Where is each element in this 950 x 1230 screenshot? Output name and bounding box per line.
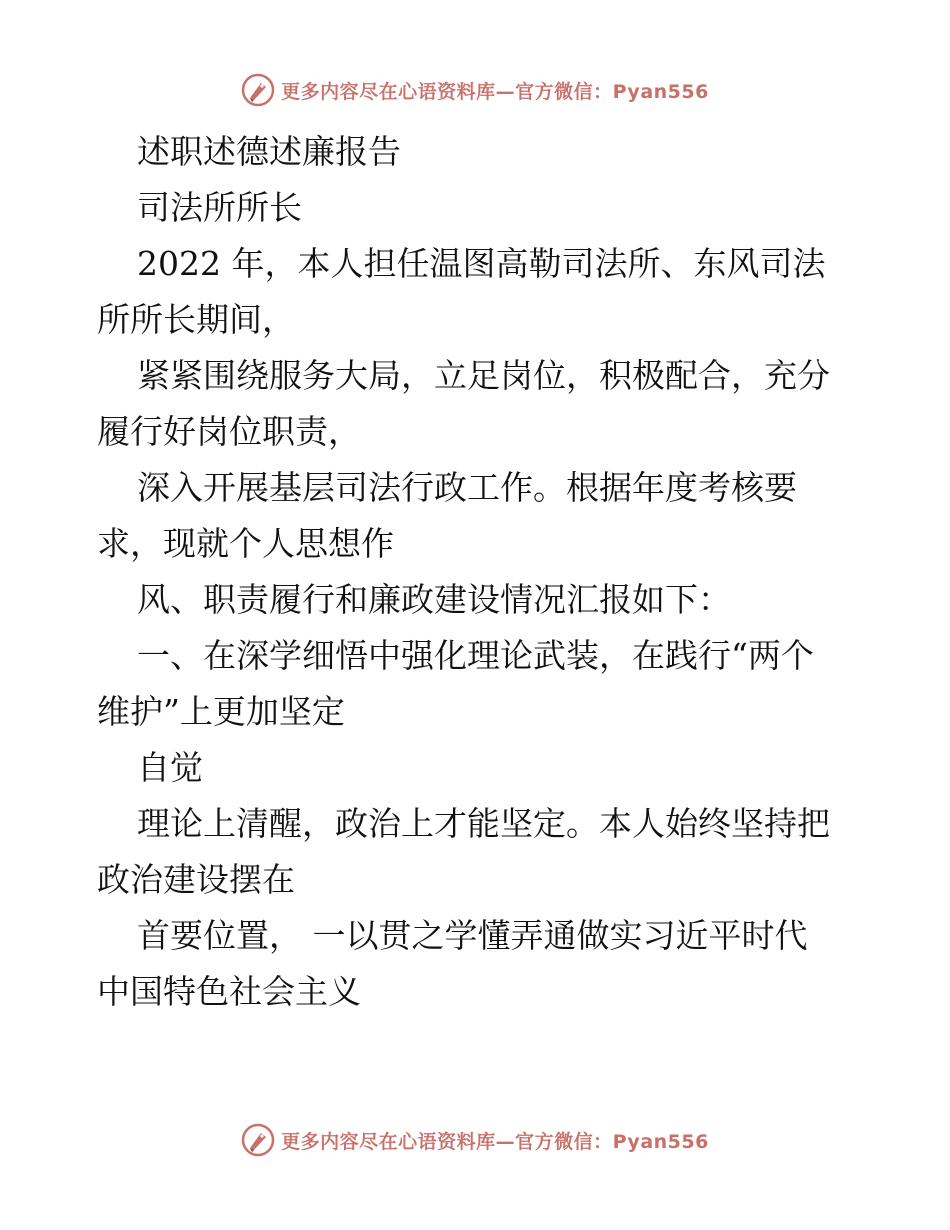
pen-nib-logo-icon: [241, 1123, 275, 1157]
line-text: 2022 年，本人担任温图高勒司法所、东风司法: [137, 244, 826, 283]
pen-nib-logo-icon: [241, 73, 275, 107]
document-line: [97, 908, 857, 964]
document-line: [97, 740, 857, 796]
line-text: 中国特色社会主义: [97, 972, 361, 1011]
watermark-text: 更多内容尽在心语资料库—官方微信：Pyan556: [281, 80, 709, 103]
line-text: 首要位置， 一以贯之学懂弄通做实习近平时代: [137, 916, 808, 955]
line-text: 所所长期间，: [97, 300, 295, 339]
line-text: 风、职责履行和廉政建设情况汇报如下：: [137, 580, 731, 619]
line-text: 一、在深学细悟中强化理论武装，在践行“两个: [137, 636, 814, 675]
footer-watermark: [0, 1120, 950, 1160]
document-line: [97, 180, 857, 236]
line-text: 履行好岗位职责，: [97, 412, 361, 451]
watermark-text: 更多内容尽在心语资料库—官方微信：Pyan556: [281, 1130, 709, 1153]
document-line: [97, 796, 857, 852]
document-line: [97, 404, 857, 460]
document-line: [97, 292, 857, 348]
document-line: [97, 964, 857, 1020]
document-line: [97, 684, 857, 740]
line-text: 维护”上更加坚定: [97, 692, 345, 731]
line-text: 紧紧围绕服务大局，立足岗位，积极配合，充分: [137, 356, 830, 395]
document-line: [97, 516, 857, 572]
line-text: 求，现就个人思想作: [97, 524, 394, 563]
line-text: 司法所所长: [137, 188, 302, 227]
document-line: [97, 348, 857, 404]
document-line: [97, 460, 857, 516]
document-line: [97, 628, 857, 684]
line-text: 述职述德述廉报告: [137, 132, 401, 171]
document-line: [97, 572, 857, 628]
line-text: 理论上清醒，政治上才能坚定。本人始终坚持把: [137, 804, 830, 843]
document-line: [97, 852, 857, 908]
line-text: 自觉: [137, 748, 203, 787]
line-text: 深入开展基层司法行政工作。根据年度考核要: [137, 468, 797, 507]
header-watermark: [0, 70, 950, 110]
document-body: [97, 124, 857, 1020]
document-line: [97, 124, 857, 180]
line-text: 政治建设摆在: [97, 860, 295, 899]
document-line: [97, 236, 857, 292]
